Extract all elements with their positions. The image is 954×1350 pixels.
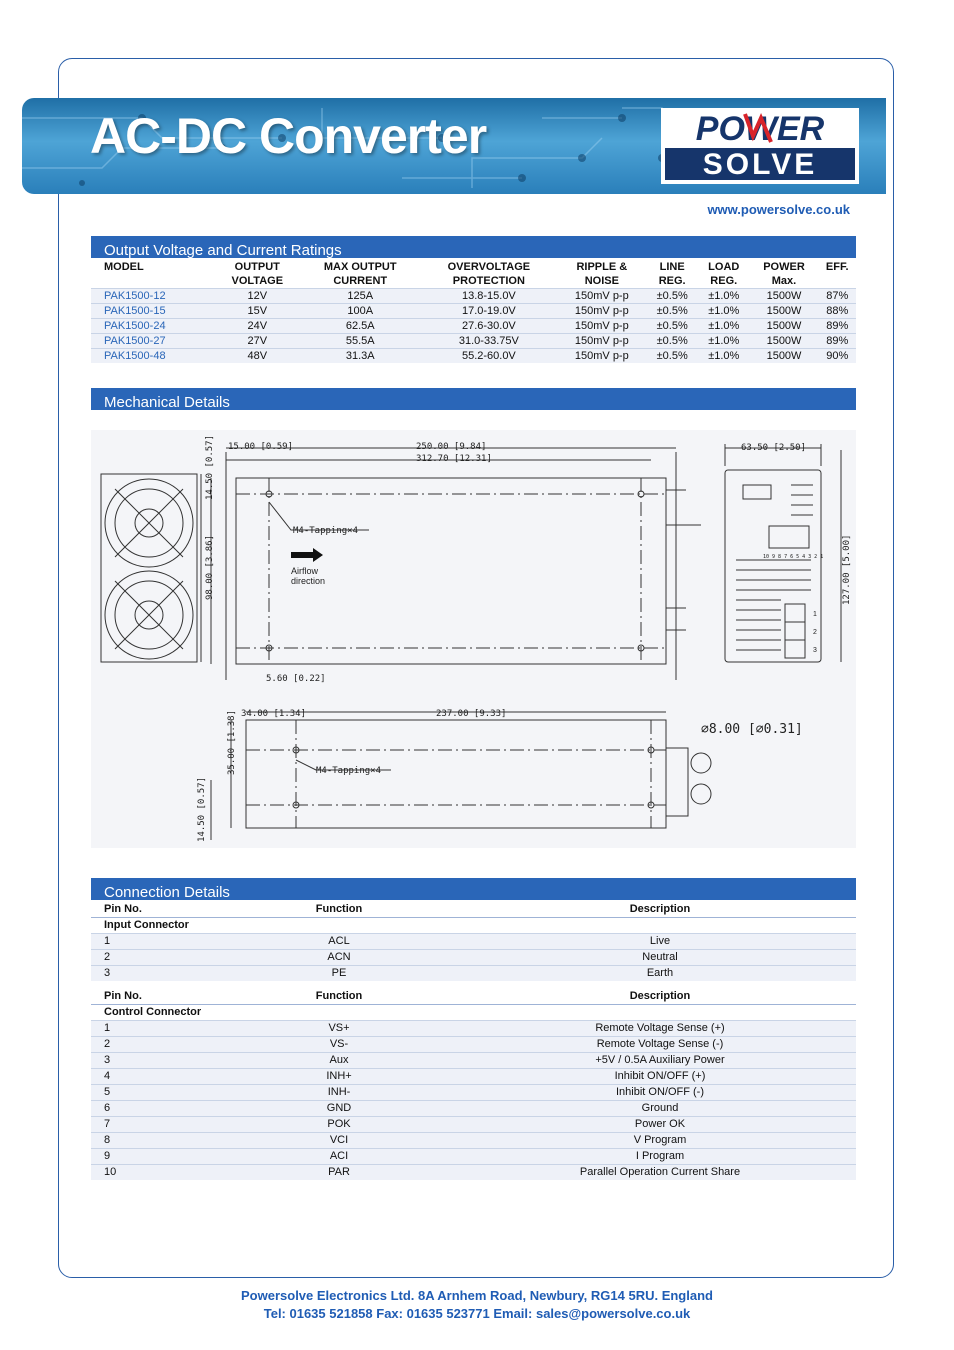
connection-row: [91, 1069, 856, 1085]
ratings-cell: 87%: [818, 289, 856, 304]
top-view: [201, 448, 701, 680]
description-cell: Remote Voltage Sense (-): [596, 1038, 724, 1050]
airflow-label: direction: [291, 576, 326, 586]
ratings-cell: 1500W: [750, 289, 819, 304]
ratings-cell: 24V: [215, 319, 300, 334]
ratings-column-header: OVERVOLTAGE PROTECTION: [447, 261, 531, 287]
pin-cell: 2: [104, 951, 111, 963]
description-cell: Inhibit ON/OFF (+): [614, 1070, 706, 1082]
model-cell: PAK1500-48: [91, 349, 215, 364]
ratings-cell: 55.5A: [300, 334, 421, 349]
dim-label: 127.00 [5.00]: [842, 534, 852, 605]
description-cell: +5V / 0.5A Auxiliary Power: [595, 1054, 725, 1066]
tapping-label: M4-Tapping×4: [316, 766, 382, 776]
ratings-cell: 15V: [215, 304, 300, 319]
dim-label: 237.00 [9.33]: [436, 709, 507, 719]
ratings-cell: 48V: [215, 349, 300, 364]
description-cell: Parallel Operation Current Share: [579, 1166, 741, 1178]
ratings-column-header: MAX OUTPUT CURRENT: [323, 261, 397, 287]
ratings-cell: 27V: [215, 334, 300, 349]
side-view: [725, 444, 841, 662]
connection-column-header: Description: [629, 990, 691, 1002]
model-cell: PAK1500-15: [91, 304, 215, 319]
control-connector-table: [91, 989, 856, 1180]
function-cell: PAR: [328, 1166, 350, 1178]
dim-label: 35.00 [1.38]: [227, 709, 237, 775]
pin-cell: 4: [104, 1070, 111, 1082]
ratings-table: [91, 260, 856, 363]
airflow-label: Airflow: [291, 566, 319, 576]
function-cell: POK: [327, 1118, 351, 1130]
function-cell: ACL: [328, 935, 350, 947]
dim-label: 63.50 [2.50]: [741, 443, 807, 453]
ratings-cell: 1500W: [750, 319, 819, 334]
ratings-row: [91, 334, 856, 349]
connection-row: [91, 1165, 856, 1181]
model-cell: PAK1500-12: [91, 289, 215, 304]
ratings-cell: ±1.0%: [698, 319, 750, 334]
function-cell: VS+: [328, 1022, 350, 1034]
ratings-column-header: LOAD REG.: [708, 261, 740, 287]
ratings-cell: ±1.0%: [698, 304, 750, 319]
dim-label: 98.00 [3.86]: [205, 534, 215, 600]
ratings-cell: ±1.0%: [698, 334, 750, 349]
ratings-cell: 150mV p-p: [557, 319, 646, 334]
ratings-column-header: POWER Max.: [763, 261, 805, 287]
ratings-cell: 150mV p-p: [557, 304, 646, 319]
page-title: AC-DC Converter: [90, 108, 487, 164]
mechanical-drawing: [91, 430, 856, 848]
pin-cell: 10: [104, 1166, 117, 1178]
model-cell: PAK1500-27: [91, 334, 215, 349]
footer-contact: Tel: 01635 521858 Fax: 01635 523771 Email: sales@powersolve.co.uk: [263, 1306, 691, 1321]
description-cell: Inhibit ON/OFF (-): [615, 1086, 704, 1098]
ratings-cell: ±1.0%: [698, 349, 750, 364]
connection-row: [91, 1085, 856, 1101]
website-link[interactable]: www.powersolve.co.uk: [707, 202, 850, 217]
description-cell: I Program: [635, 1150, 685, 1162]
ratings-cell: 89%: [818, 319, 856, 334]
input-connector-table: [91, 902, 856, 981]
ratings-row: [91, 319, 856, 334]
ratings-cell: 150mV p-p: [557, 334, 646, 349]
dim-label: 250.00 [9.84]: [416, 442, 487, 452]
pin-numbers: 10 9 8 7 6 5 4 3 2 1: [763, 554, 824, 560]
function-cell: INH-: [327, 1086, 351, 1098]
terminal-number: 3: [813, 647, 817, 654]
ratings-column-header: LINE REG.: [658, 261, 686, 287]
ratings-row: [91, 289, 856, 304]
ratings-cell: 100A: [300, 304, 421, 319]
fan-end-view: [101, 474, 197, 662]
pin-cell: 8: [104, 1134, 111, 1146]
connection-row: [91, 1053, 856, 1069]
footer-address: Powersolve Electronics Ltd. 8A Arnhem Road, Newbury, RG14 5RU. England: [241, 1288, 713, 1303]
description-cell: Ground: [641, 1102, 679, 1114]
ratings-cell: ±1.0%: [698, 289, 750, 304]
ratings-cell: ±0.5%: [646, 349, 698, 364]
dim-label: ⌀8.00 [⌀0.31]: [701, 722, 803, 737]
connection-row: [91, 1117, 856, 1133]
control-connector-caption: Control Connector: [91, 1005, 856, 1021]
ratings-column-header: RIPPLE & NOISE: [576, 261, 628, 287]
dim-label: 5.60 [0.22]: [266, 674, 326, 684]
connection-column-header: Pin No.: [104, 990, 142, 1002]
pin-cell: 9: [104, 1150, 111, 1162]
ratings-row: [91, 349, 856, 364]
ratings-cell: 27.6-30.0V: [421, 319, 558, 334]
pin-cell: 5: [104, 1086, 111, 1098]
ratings-cell: 1500W: [750, 304, 819, 319]
ratings-cell: 55.2-60.0V: [421, 349, 558, 364]
function-cell: INH+: [326, 1070, 352, 1082]
connection-column-header: Description: [629, 903, 691, 915]
pin-cell: 7: [104, 1118, 111, 1130]
ratings-cell: 31.3A: [300, 349, 421, 364]
airflow-arrow: [291, 548, 323, 562]
ratings-cell: 31.0-33.75V: [421, 334, 558, 349]
function-cell: ACN: [327, 951, 351, 963]
function-cell: ACI: [329, 1150, 349, 1162]
connection-row: [91, 1133, 856, 1149]
ratings-row: [91, 304, 856, 319]
connection-column-header: Function: [315, 990, 363, 1002]
ratings-column-header: EFF.: [825, 261, 849, 273]
description-cell: Neutral: [642, 951, 678, 963]
ratings-column-header: OUTPUT VOLTAGE: [231, 261, 284, 287]
ratings-cell: 1500W: [750, 349, 819, 364]
dim-label: 14.50 [0.57]: [197, 776, 207, 842]
model-cell: PAK1500-24: [91, 319, 215, 334]
pin-cell: 6: [104, 1102, 111, 1114]
function-cell: VCI: [329, 1134, 349, 1146]
ratings-cell: ±0.5%: [646, 334, 698, 349]
connection-column-header: Function: [315, 903, 363, 915]
function-cell: GND: [326, 1102, 352, 1114]
dim-label: 14.50 [0.57]: [205, 434, 215, 500]
function-cell: Aux: [329, 1054, 349, 1066]
ratings-cell: 125A: [300, 289, 421, 304]
ratings-cell: ±0.5%: [646, 304, 698, 319]
pin-cell: 3: [104, 967, 111, 979]
connection-row: [91, 950, 856, 966]
logo-top-text: POWER: [695, 110, 825, 148]
ratings-cell: 12V: [215, 289, 300, 304]
ratings-cell: 88%: [818, 304, 856, 319]
ratings-column-header: MODEL: [104, 261, 144, 273]
description-cell: Remote Voltage Sense (+): [595, 1022, 725, 1034]
powersolve-logo: [661, 108, 859, 184]
description-cell: Live: [649, 935, 671, 947]
ratings-cell: ±0.5%: [646, 319, 698, 334]
dim-label: 15.00 [0.59]: [228, 442, 294, 452]
connection-section-title: Connection Details: [91, 878, 856, 900]
connection-row: [91, 1101, 856, 1117]
ratings-cell: 62.5A: [300, 319, 421, 334]
terminal-number: 1: [813, 611, 817, 618]
ratings-cell: 89%: [818, 334, 856, 349]
pin-cell: 1: [104, 935, 111, 947]
input-connector-caption: Input Connector: [91, 918, 856, 934]
bottom-view: [211, 709, 711, 840]
ratings-cell: ±0.5%: [646, 289, 698, 304]
pin-cell: 2: [104, 1038, 111, 1050]
connection-row: [91, 1021, 856, 1037]
connection-row: [91, 934, 856, 950]
terminal-number: 2: [813, 629, 817, 636]
description-cell: V Program: [633, 1134, 687, 1146]
dim-label: 34.00 [1.34]: [241, 709, 307, 719]
ratings-section-title: Output Voltage and Current Ratings: [91, 236, 856, 258]
mechanical-section-title: Mechanical Details: [91, 388, 856, 410]
connection-row: [91, 1037, 856, 1053]
tapping-label: M4-Tapping×4: [293, 526, 359, 536]
logo-bottom-text: SOLVE: [702, 148, 818, 181]
function-cell: VS-: [329, 1038, 349, 1050]
ratings-cell: 90%: [818, 349, 856, 364]
ratings-cell: 1500W: [750, 334, 819, 349]
description-cell: Earth: [646, 967, 674, 979]
ratings-cell: 150mV p-p: [557, 289, 646, 304]
ratings-cell: 17.0-19.0V: [421, 304, 558, 319]
ratings-cell: 150mV p-p: [557, 349, 646, 364]
pin-cell: 1: [104, 1022, 111, 1034]
description-cell: Power OK: [634, 1118, 686, 1130]
dim-label: 312.70 [12.31]: [416, 454, 492, 464]
function-cell: PE: [331, 967, 347, 979]
connection-row: [91, 1149, 856, 1165]
connection-column-header: Pin No.: [104, 903, 142, 915]
connection-row: [91, 966, 856, 982]
ratings-cell: 13.8-15.0V: [421, 289, 558, 304]
pin-cell: 3: [104, 1054, 111, 1066]
